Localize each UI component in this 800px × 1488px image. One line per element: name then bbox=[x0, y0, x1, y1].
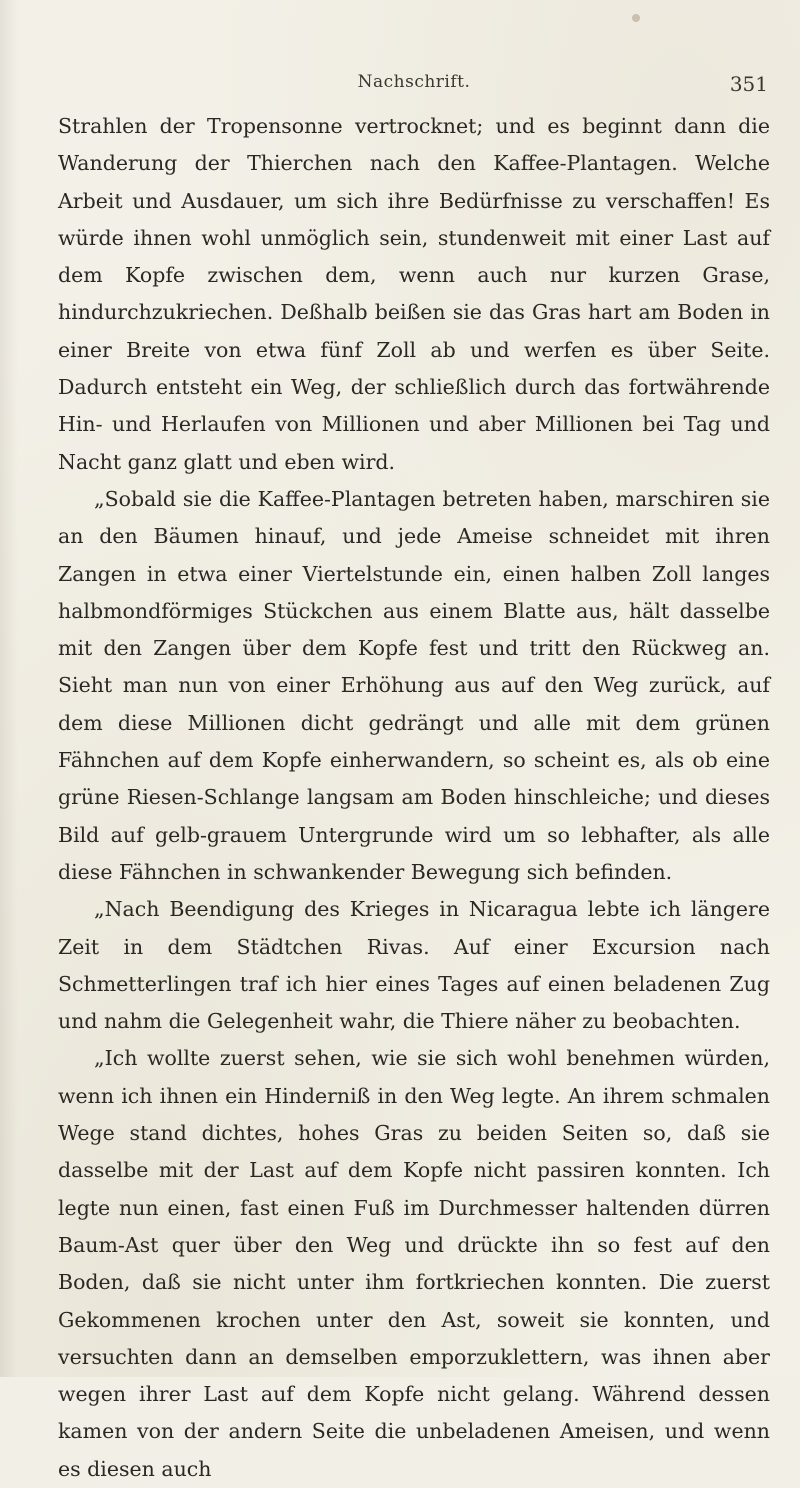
page-edge-shadow bbox=[0, 0, 18, 1377]
page-number: 351 bbox=[729, 72, 768, 96]
paragraph: „Nach Beendigung des Krieges in Nicaragua lebte ich längere Zeit in dem Städtchen Rivas. Auf einer Excursion nach Schmetterlingen traf ich hier eines Tages auf einen beladenen Zug und nahm die Gelegenheit wahr, die Thiere näher zu beobachten. bbox=[58, 897, 770, 1034]
ink-spot bbox=[632, 14, 640, 22]
paragraph: „Sobald sie die Kaffee-Plantagen betreten haben, marschiren sie an den Bäumen hinauf, und jede Ameise schneidet mit ihren Zangen in etwa einer Viertelstunde ein, einen halben Zoll langes halbmondförmiges Stückchen aus einem Blatte aus, hält dasselbe mit den Zangen über dem Kopfe fest und tritt den Rückweg an. Sieht man nun von einer Erhöhung aus auf den Weg zurück, auf dem diese Millionen dicht gedrängt und alle mit dem grünen Fähnchen auf dem Kopfe einherwandern, so scheint es, als ob eine grüne Riesen-Schlange langsam am Boden hinschleiche; und dieses Bild auf gelb-grauem Untergrunde wird um so lebhafter, als alle diese Fähnchen in schwankender Bewegung sich befinden. bbox=[58, 486, 770, 884]
paragraph: „Ich wollte zuerst sehen, wie sie sich wohl benehmen würden, wenn ich ihnen ein Hinderniß in den Weg legte. An ihrem schmalen Wege stand dichtes, hohes Gras zu beiden Seiten so, daß sie dasselbe mit der Last auf dem Kopfe nicht passiren konnten. Ich legte nun einen, fast einen Fuß im Durchmesser haltenden dürren Baum-Ast quer über den Weg und drückte ihn so fest auf den Boden, daß sie nicht unter ihm fortkriechen konnten. Die zuerst Gekommenen krochen unter den Ast, soweit sie konnten, und versuchten dann an demselben emporzuklettern, was ihnen aber wegen ihrer Last auf dem Kopfe nicht gelang. Während dessen kamen von der andern Seite die unbeladenen Ameisen, und wenn es diesen auch bbox=[58, 1046, 770, 1481]
body-text bbox=[58, 108, 770, 1488]
paragraph: Strahlen der Tropensonne vertrocknet; und es beginnt dann die Wanderung der Thierchen nach den Kaffee-Plantagen. Welche Arbeit und Ausdauer, um sich ihre Bedürfnisse zu verschaffen! Es würde ihnen wohl unmöglich sein, stundenweit mit einer Last auf dem Kopfe zwischen dem, wenn auch nur kurzen Grase, hindurchzukriechen. Deßhalb beißen sie das Gras hart am Boden in einer Breite von etwa fünf Zoll ab und werfen es über Seite. Dadurch entsteht ein Weg, der schließlich durch das fortwährende Hin- und Herlaufen von Millionen und aber Millionen bei Tag und Nacht ganz glatt und eben wird. bbox=[58, 114, 770, 474]
running-head: Nachschrift. bbox=[357, 72, 471, 92]
page-header bbox=[60, 72, 768, 102]
